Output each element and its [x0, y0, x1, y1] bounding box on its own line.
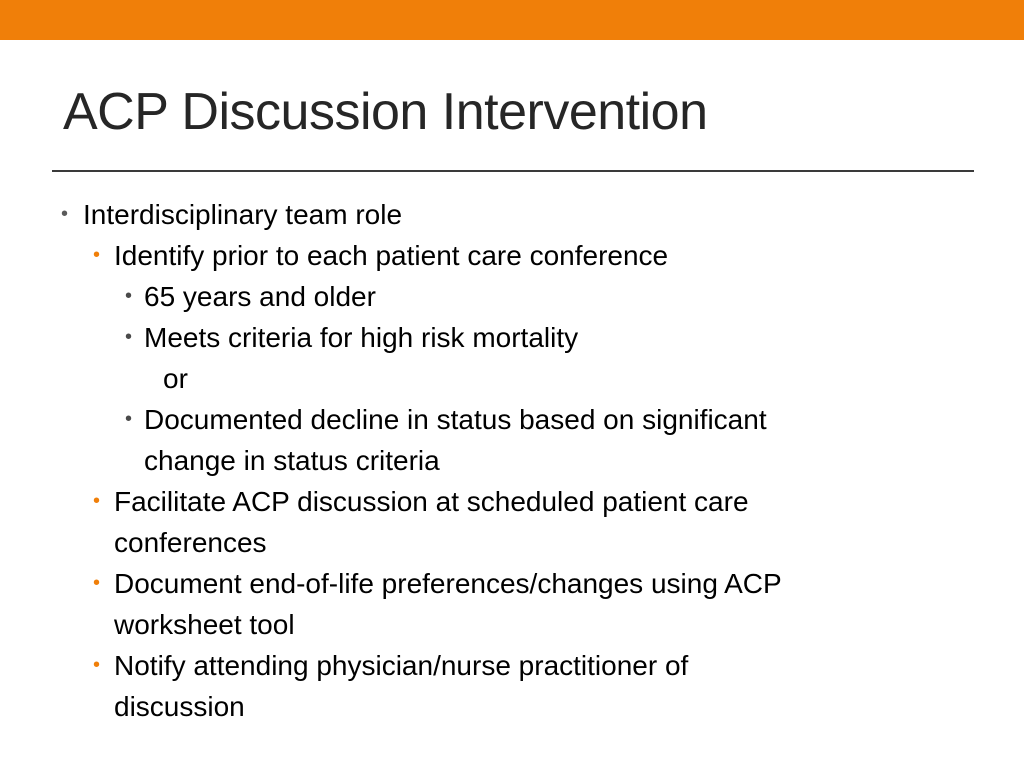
bullet-marker: •	[125, 326, 133, 348]
bullet-notify-line1: Notify attending physician/nurse practitioner of	[114, 650, 689, 681]
bullet-notify-line2: discussion	[114, 691, 245, 722]
title-divider	[52, 170, 974, 172]
bullet-document-preferences-line1: Document end-of-life preferences/changes using ACP	[114, 568, 782, 599]
bullet-marker: •	[93, 244, 101, 266]
bullet-marker: •	[125, 408, 133, 430]
bullet-facilitate-line1: Facilitate ACP discussion at scheduled patient care	[114, 486, 749, 517]
bullet-interdisciplinary-team-role: Interdisciplinary team role	[83, 199, 403, 230]
bullet-65-years: 65 years and older	[144, 281, 376, 312]
bullet-facilitate-line2: conferences	[114, 527, 267, 558]
or-connector: or	[163, 363, 188, 394]
slide-title: ACP Discussion Intervention	[63, 83, 708, 141]
bullet-marker: •	[93, 654, 101, 676]
bullet-identify-prior: Identify prior to each patient care conference	[114, 240, 669, 271]
bullet-marker: •	[61, 203, 69, 225]
bullet-marker: •	[125, 285, 133, 307]
bullet-high-risk-mortality: Meets criteria for high risk mortality	[144, 322, 579, 353]
bullet-marker: •	[93, 490, 101, 512]
bullet-marker: •	[93, 572, 101, 594]
bullet-documented-decline-line2: change in status criteria	[144, 445, 440, 476]
accent-top-bar	[0, 0, 1024, 40]
bullet-documented-decline-line1: Documented decline in status based on significant	[144, 404, 767, 435]
bullet-document-preferences-line2: worksheet tool	[114, 609, 295, 640]
